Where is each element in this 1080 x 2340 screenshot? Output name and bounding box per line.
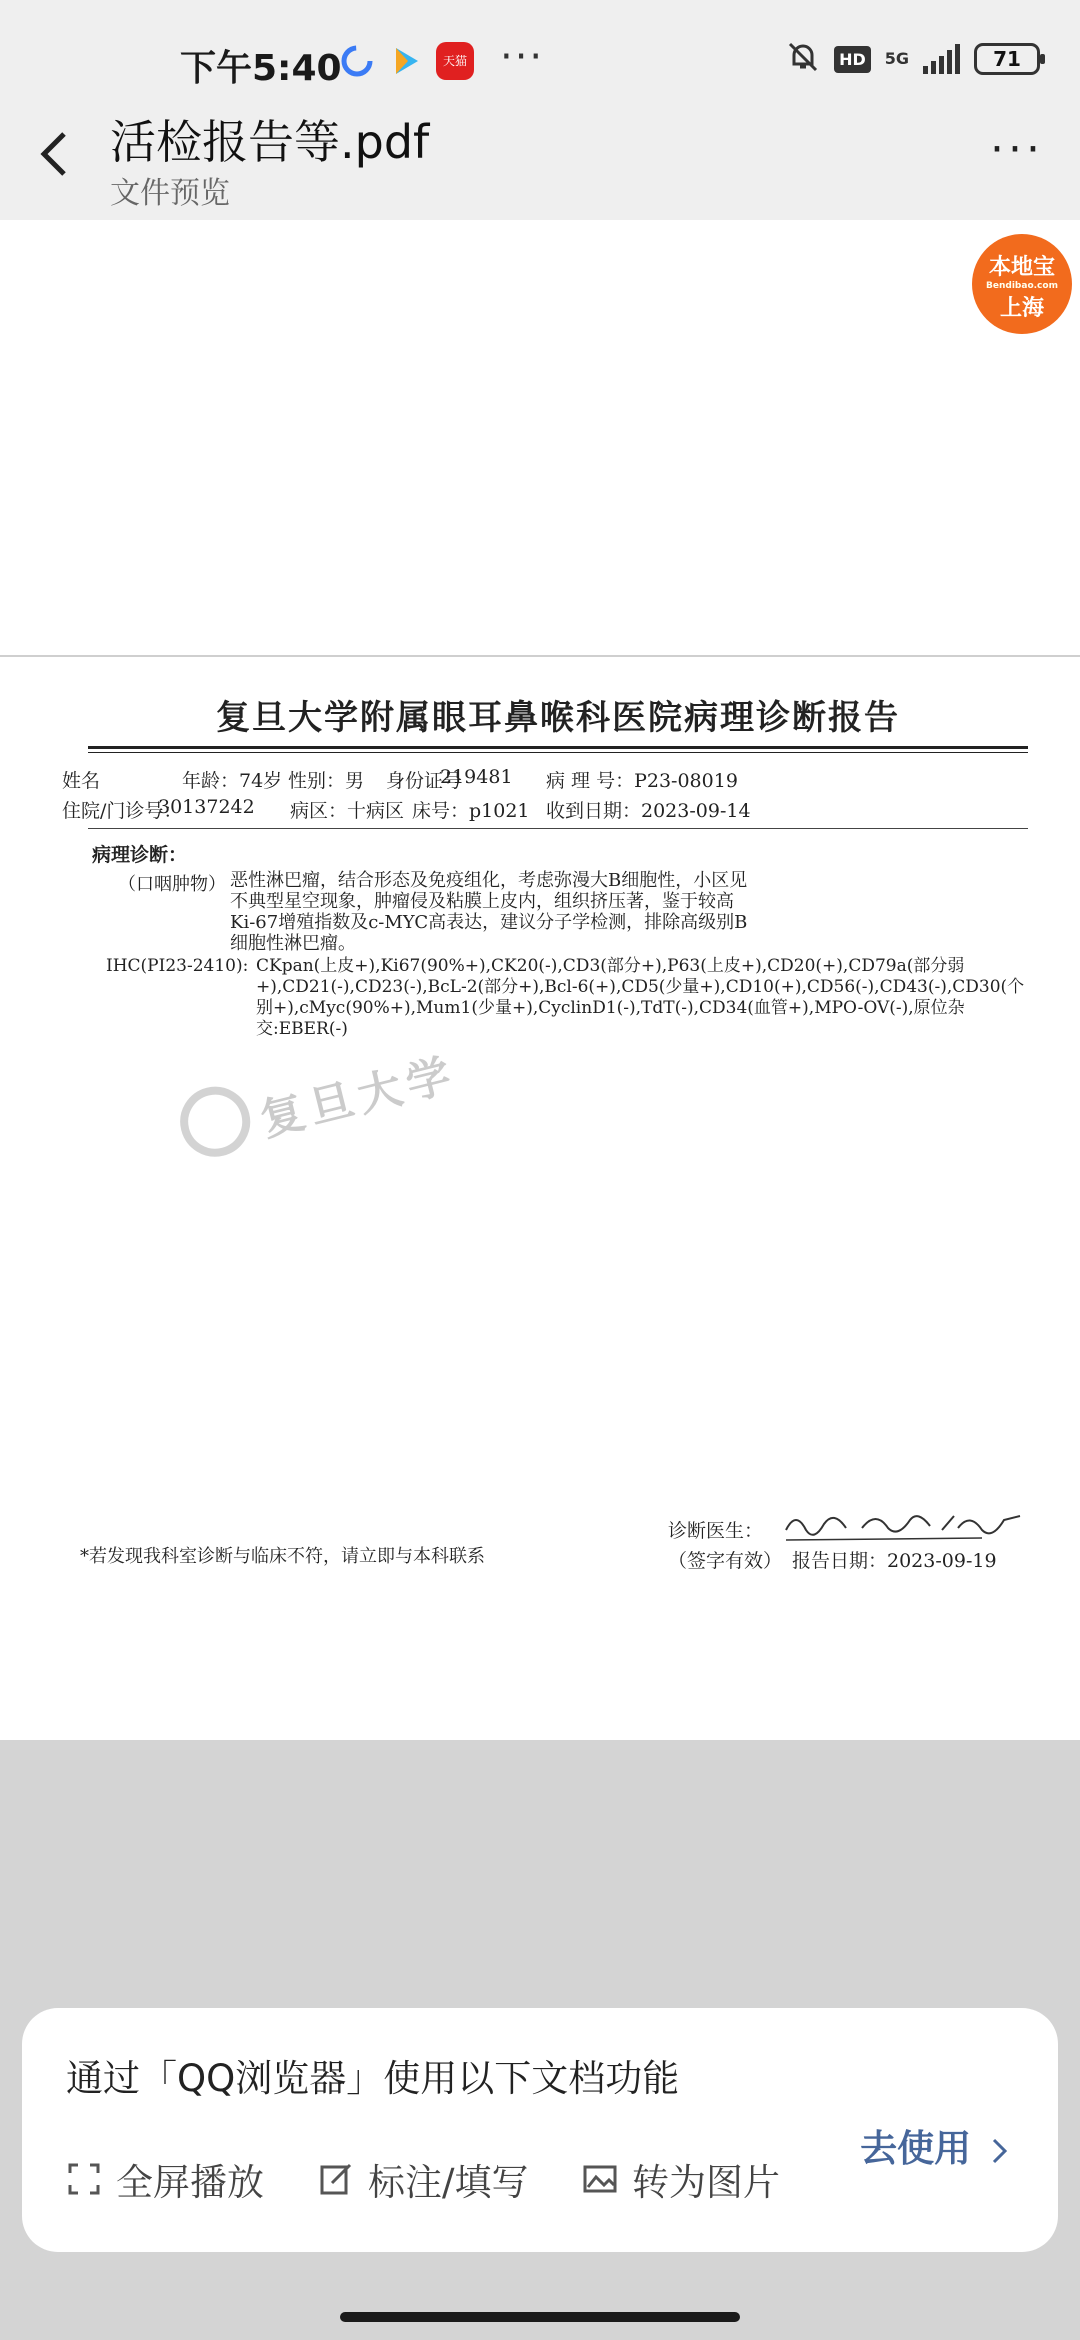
battery-icon bbox=[974, 43, 1040, 75]
page-subtitle: 文件预览 bbox=[110, 176, 230, 211]
age-field: 年龄：74岁 bbox=[182, 770, 283, 792]
badge-city: 上海 bbox=[999, 296, 1044, 321]
id-label: 身份证号 bbox=[386, 770, 463, 792]
more-notifications-icon: ··· bbox=[500, 34, 545, 80]
more-options-button[interactable]: ··· bbox=[990, 124, 1044, 175]
mute-icon bbox=[786, 40, 820, 78]
report-title: 复旦大学附属眼耳鼻喉科医院病理诊断报告 bbox=[216, 698, 900, 738]
status-indicators bbox=[786, 40, 1040, 78]
fullscreen-label: 全屏播放 bbox=[116, 2161, 264, 2204]
sex-field: 性别：男 bbox=[288, 770, 365, 792]
signal-icon bbox=[923, 44, 960, 74]
hd-badge: HD bbox=[834, 46, 871, 73]
chevron-right-icon bbox=[990, 2136, 1010, 2166]
document-preview[interactable] bbox=[0, 220, 1080, 1740]
received-date: 收到日期：2023-09-14 bbox=[546, 800, 751, 822]
doctor-signature bbox=[782, 1500, 1032, 1548]
edit-icon bbox=[318, 2161, 354, 2197]
stamp-text: 复旦大学 bbox=[255, 1048, 462, 1147]
pathology-number: 病 理 号：P23-08019 bbox=[546, 770, 738, 792]
disclaimer: *若发现我科室诊断与临床不符，请立即与本科联系 bbox=[80, 1546, 485, 1567]
diagnosis-site: （口咽肿物） bbox=[118, 874, 226, 895]
browser-app-icon bbox=[338, 42, 376, 80]
name-label: 姓名 bbox=[62, 770, 101, 792]
doctor-label: 诊断医生： bbox=[668, 1520, 764, 1542]
back-button[interactable] bbox=[36, 126, 72, 192]
stamp-emblem bbox=[173, 1079, 258, 1164]
card-title: 通过「QQ浏览器」使用以下文档功能 bbox=[66, 2057, 680, 2100]
divider bbox=[88, 746, 1028, 749]
use-now-label: 去使用 bbox=[860, 2127, 972, 2170]
network-type: 5G bbox=[884, 49, 909, 68]
id-value: 219481 bbox=[440, 766, 513, 788]
bendibao-badge[interactable] bbox=[972, 234, 1072, 334]
chevron-left-icon bbox=[36, 126, 72, 182]
ihc-label: IHC(PI23-2410): bbox=[106, 956, 249, 976]
diagnosis-heading: 病理诊断： bbox=[92, 844, 188, 866]
tmall-app-icon: 天猫 bbox=[436, 42, 474, 80]
divider bbox=[88, 752, 1028, 753]
annotate-button[interactable] bbox=[318, 2152, 528, 2206]
qq-browser-card[interactable] bbox=[22, 2008, 1058, 2252]
ward-field: 病区：十病区 bbox=[290, 800, 405, 822]
ihc-results: CKpan(上皮+),Ki67(90%+),CK20(-),CD3(部分+),P63(上皮+),CD20(+),CD79a(部分弱+),CD21(-),CD23(-),BcL-2(部分+),Bcl-6(+),CD5(少量+),CD10(+),CD56(-),CD43(-),CD30(个别+),cMyc(90%+),Mum1(少量+),CyclinD1(-),TdT(-),CD34(血管+),MPO-OV(-),原位杂交:EBER(-) bbox=[256, 956, 1025, 1039]
clinic-label: 住院/门诊号： bbox=[62, 800, 183, 822]
image-icon bbox=[582, 2161, 618, 2197]
bed-field: 床号：p1021 bbox=[412, 800, 530, 822]
to-image-label: 转为图片 bbox=[632, 2161, 780, 2204]
clinic-number: 30137242 bbox=[158, 796, 255, 818]
expand-icon bbox=[66, 2161, 102, 2197]
battery-level: 71 bbox=[993, 47, 1021, 71]
diagnosis-text: 恶性淋巴瘤，结合形态及免疫组化，考虑弥漫大B细胞性，小区见不典型星空现象，肿瘤侵及粘膜上皮内，组织挤压著，鉴于较高Ki-67增殖指数及c-MYC高表达，建议分子学检测，排除高级别B细胞性淋巴瘤。 bbox=[230, 870, 748, 954]
app-header bbox=[0, 115, 1080, 220]
page-divider bbox=[0, 655, 1080, 657]
home-indicator[interactable] bbox=[340, 2312, 740, 2322]
use-now-button[interactable] bbox=[860, 2118, 1010, 2172]
badge-title: 本地宝 bbox=[988, 255, 1055, 280]
divider bbox=[88, 828, 1028, 829]
page-title: 活检报告等.pdf bbox=[110, 115, 430, 169]
annotate-label: 标注/填写 bbox=[368, 2161, 529, 2204]
status-time: 下午5:40 bbox=[180, 48, 342, 89]
badge-domain: Bendibao.com bbox=[986, 281, 1058, 291]
to-image-button[interactable] bbox=[582, 2152, 780, 2206]
video-app-icon bbox=[386, 42, 424, 80]
report-date: 报告日期：2023-09-19 bbox=[792, 1550, 997, 1572]
fullscreen-button[interactable] bbox=[66, 2152, 264, 2206]
signature-note: （签字有效） bbox=[668, 1550, 783, 1572]
